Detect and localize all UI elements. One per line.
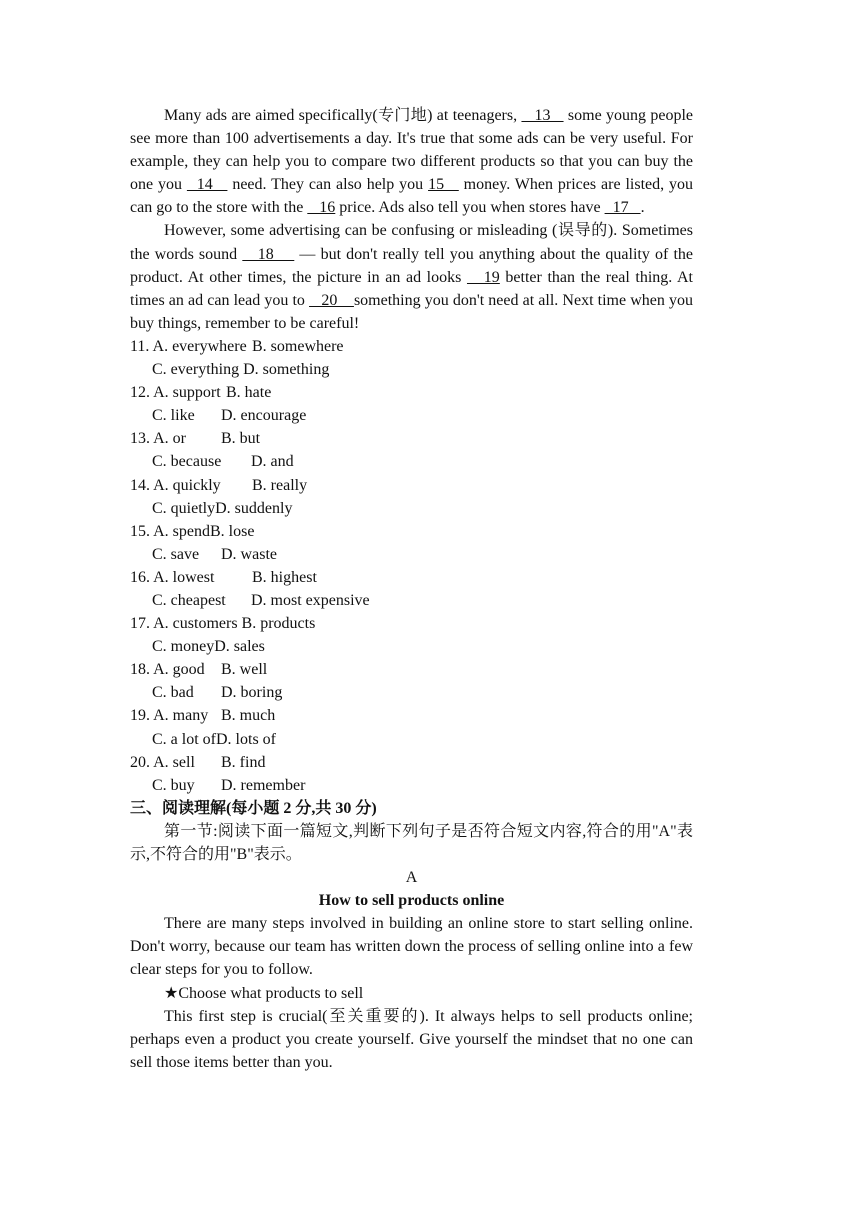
question-11-row-ab: [130, 335, 693, 358]
option-14-c: C. quietly: [152, 499, 216, 517]
passage-text: Many ads are aimed specifically(专门地) at teenagers,: [164, 107, 522, 124]
question-12-row-cd: [130, 404, 693, 427]
option-17-d: D. sales: [214, 638, 265, 656]
option-16-b: B. highest: [252, 568, 317, 586]
passage-text: price. Ads also tell you when stores have: [335, 199, 605, 217]
blank-19: 19: [466, 268, 500, 286]
option-13-b: B. but: [221, 430, 261, 448]
passage-text: something you don't need at all. Next time when you buy things, remember to be careful!: [130, 291, 693, 332]
option-18-b: B. well: [221, 661, 268, 679]
option-12-c: C. like: [152, 407, 195, 425]
blank-13: 13: [521, 107, 564, 124]
option-19-c: C. a lot of: [152, 730, 216, 748]
option-19-d: D. lots of: [216, 730, 276, 748]
option-14-b: B. really: [252, 476, 308, 494]
question-13-row-cd: [130, 450, 693, 473]
option-14-d: D. suddenly: [215, 499, 293, 517]
blank-14: 14: [186, 176, 228, 194]
question-15-row-ab: [130, 520, 693, 543]
question-13-row-ab: [130, 427, 693, 450]
question-12-row-ab: [130, 381, 693, 404]
option-18-c: C. bad: [152, 684, 194, 702]
option-11-c: C. everything: [152, 361, 240, 379]
question-16-row-ab: [130, 566, 693, 589]
option-11-d: D. something: [243, 361, 330, 379]
option-12-b: B. hate: [226, 384, 272, 402]
question-20-row-cd: [130, 774, 693, 797]
option-17-b: B. products: [241, 615, 316, 633]
option-20-a: 20. A. sell: [130, 753, 195, 771]
question-18-row-cd: [130, 681, 693, 704]
passage-paragraph-2: [130, 219, 693, 334]
question-15-row-cd: [130, 543, 693, 566]
option-16-a: 16. A. lowest: [130, 568, 215, 586]
section-instruction: 第一节:阅读下面一篇短文,判断下列句子是否符合短文内容,符合的用"A"表示,不符合的用"B"表示。: [130, 822, 693, 863]
option-15-a: 15. A. spend: [130, 522, 210, 540]
question-19-row-cd: [130, 728, 693, 751]
option-11-b: B. somewhere: [252, 337, 344, 355]
blank-15: 15: [428, 176, 459, 194]
option-20-c: C. buy: [152, 776, 195, 794]
option-18-a: 18. A. good: [130, 661, 205, 679]
option-12-d: D. encourage: [221, 407, 307, 425]
passage-text: need. They can also help you: [227, 176, 429, 194]
question-20-row-ab: [130, 751, 693, 774]
blank-16: 16: [307, 199, 336, 217]
article-paragraph-1: There are many steps involved in building an online store to start selling online. Don't worry, because our team has written down the process of selling online into a few clear steps for you to follow.: [130, 915, 693, 979]
passage-text: — but don't really tell you anything about the quality of the product. At other times, the picture in an ad looks: [130, 245, 694, 286]
passage-text: better than the real thing. At times an ad can lead you to: [130, 268, 693, 309]
document-page: [130, 104, 693, 1074]
question-14-row-ab: [130, 474, 693, 497]
option-16-d: D. most expensive: [251, 591, 370, 609]
article-paragraph-2: This first step is crucial(至关重要的). It always helps to sell products online; perhaps even a product you create yourself. Give yourself the mindset that no one can sell those items better than you.: [130, 1007, 693, 1071]
option-18-d: D. boring: [221, 684, 283, 702]
question-11-row-cd: [130, 358, 693, 381]
passage-text: money. When prices are listed, you can go to the store with the: [130, 176, 694, 217]
option-17-a: 17. A. customers: [130, 615, 238, 633]
option-19-a: 19. A. many: [130, 707, 209, 725]
blank-20: 20: [309, 291, 354, 309]
option-17-c: C. money: [152, 638, 215, 656]
part-label: A: [405, 869, 418, 887]
passage-text: However, some advertising can be confusing or misleading (误导的). Sometimes the words sound: [130, 222, 693, 263]
option-12-a: 12. A. support: [130, 384, 221, 402]
question-14-row-cd: [130, 497, 693, 520]
section-heading: 三、阅读理解(每小题 2 分,共 30 分): [130, 799, 377, 817]
option-13-d: D. and: [251, 453, 294, 471]
question-19-row-ab: [130, 704, 693, 727]
option-20-d: D. remember: [221, 776, 306, 794]
passage-text: some young people see more than 100 advertisements a day. It's true that some ads can be very useful. For example, they can help you to compare two different products so that you can buy the one you: [130, 107, 694, 194]
option-15-b: B. lose: [210, 522, 255, 540]
option-14-a: 14. A. quickly: [130, 476, 221, 494]
option-15-d: D. waste: [221, 545, 277, 563]
option-11-a: 11. A. everywhere: [130, 337, 247, 355]
option-15-c: C. save: [152, 545, 200, 563]
passage-text: .: [640, 199, 645, 217]
step-heading: ★Choose what products to sell: [164, 984, 364, 1002]
blank-17: 17: [604, 199, 641, 217]
option-20-b: B. find: [221, 753, 266, 771]
article-title: How to sell products online: [318, 892, 505, 910]
question-17-row-cd: [130, 635, 693, 658]
passage-paragraph-1: [130, 104, 693, 219]
option-13-a: 13. A. or: [130, 430, 186, 448]
blank-18: 18: [242, 245, 295, 263]
option-13-c: C. because: [152, 453, 222, 471]
option-19-b: B. much: [221, 707, 276, 725]
question-17-row-ab: [130, 612, 693, 635]
question-18-row-ab: [130, 658, 693, 681]
option-16-c: C. cheapest: [152, 591, 226, 609]
question-16-row-cd: [130, 589, 693, 612]
